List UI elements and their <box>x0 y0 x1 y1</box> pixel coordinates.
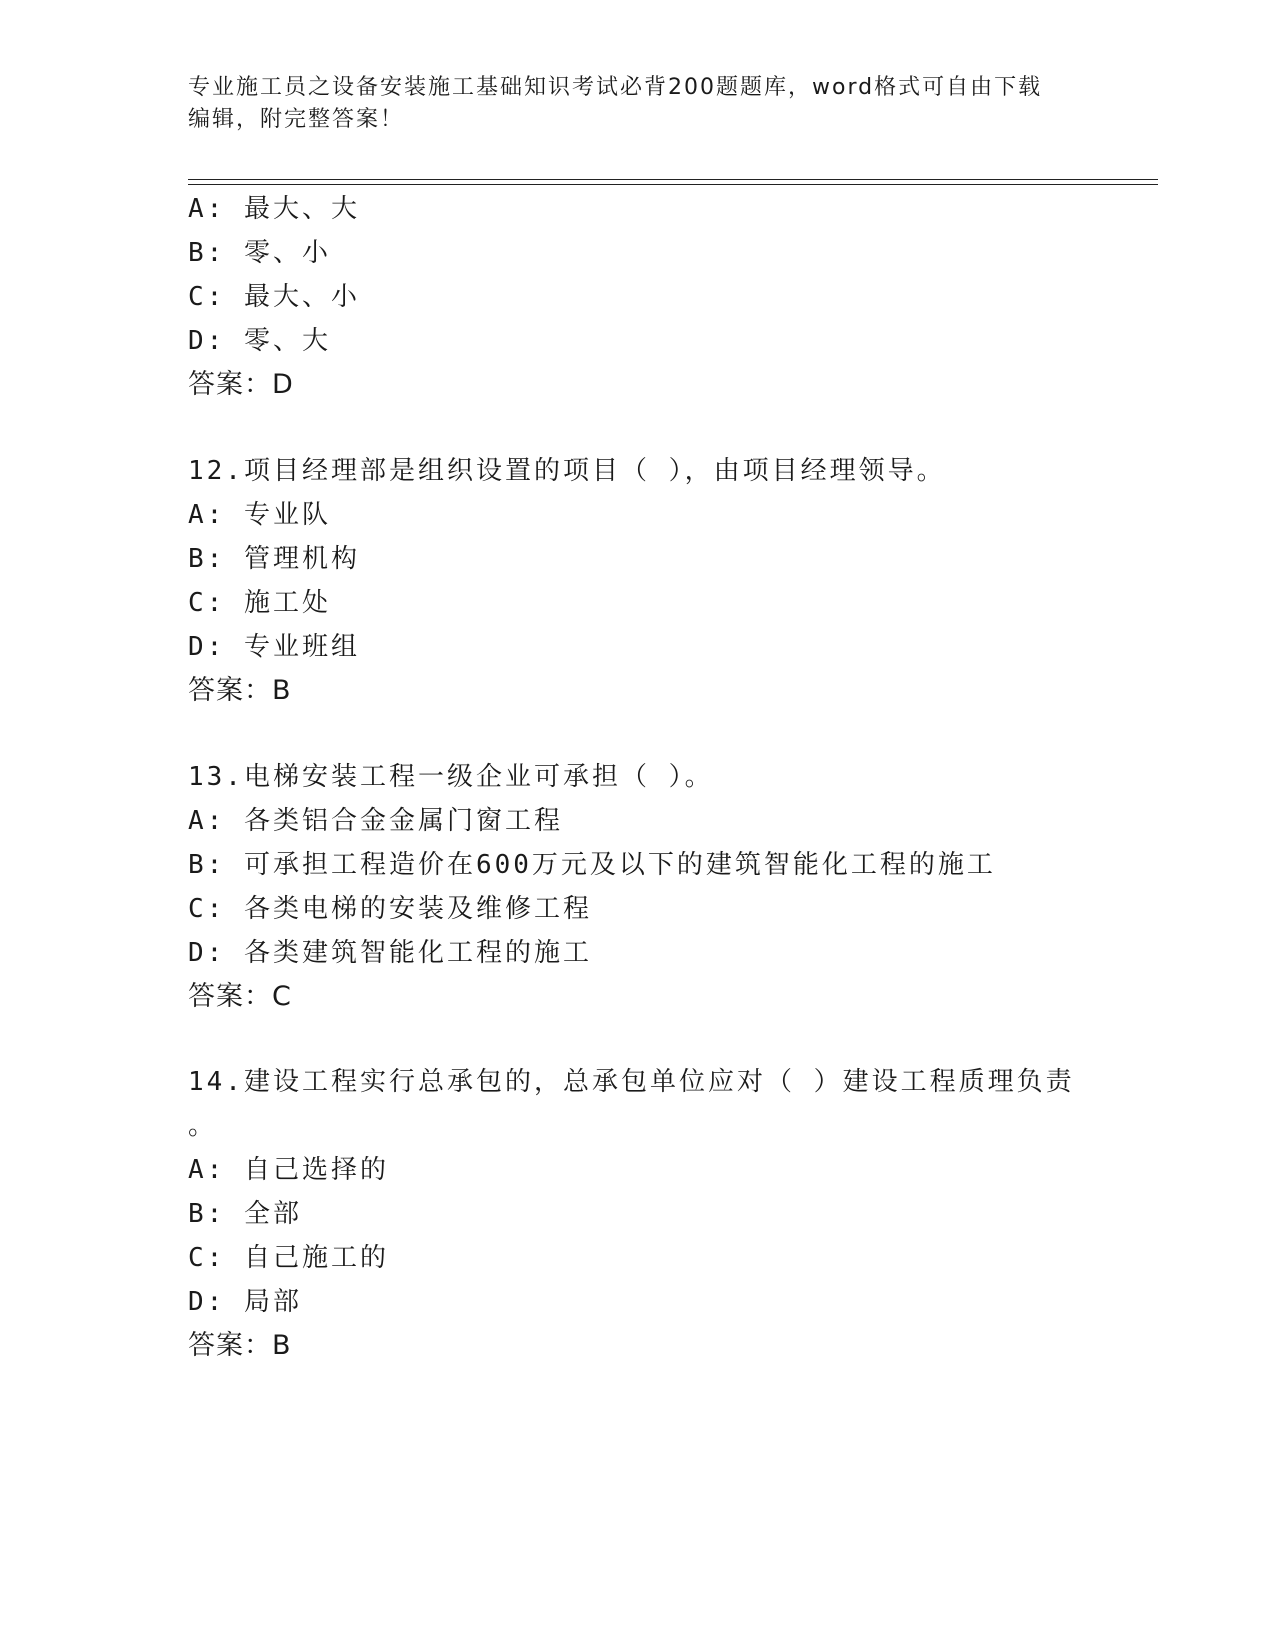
q13-answer: 答案：C <box>188 981 292 1012</box>
q12-option-a: A: 专业队 <box>188 500 331 530</box>
q11-option-a: A: 最大、大 <box>188 194 360 224</box>
q12-option-d: D: 专业班组 <box>188 632 360 662</box>
q13-option-a: A: 各类铝合金金属门窗工程 <box>188 806 563 836</box>
header-divider-top <box>188 179 1158 180</box>
q11-option-b: B: 零、小 <box>188 238 331 268</box>
q12-option-b: B: 管理机构 <box>188 544 360 574</box>
header-title-line1: 专业施工员之设备安装施工基础知识考试必背200题题库，word格式可自由下载 <box>188 75 1043 100</box>
header-title-line2: 编辑，附完整答案！ <box>188 107 405 132</box>
q14-answer: 答案：B <box>188 1330 292 1361</box>
q12-option-c: C: 施工处 <box>188 588 331 618</box>
q13-stem: 13.电梯安装工程一级企业可承担（ ）。 <box>188 762 714 792</box>
q13-option-b: B: 可承担工程造价在600万元及以下的建筑智能化工程的施工 <box>188 850 996 880</box>
q14-stem-line1: 14.建设工程实行总承包的，总承包单位应对（ ）建设工程质理负责 <box>188 1067 1075 1097</box>
q11-option-c: C: 最大、小 <box>188 282 360 312</box>
q13-option-c: C: 各类电梯的安装及维修工程 <box>188 894 592 924</box>
q11-answer: 答案：D <box>188 369 294 400</box>
q13-option-d: D: 各类建筑智能化工程的施工 <box>188 938 592 968</box>
q12-stem: 12.项目经理部是组织设置的项目（ ），由项目经理领导。 <box>188 456 946 486</box>
q14-option-b: B: 全部 <box>188 1199 302 1229</box>
q14-option-d: D: 局部 <box>188 1287 302 1317</box>
header-divider-bottom <box>188 184 1158 185</box>
q14-stem-line2: 。 <box>188 1111 218 1141</box>
q11-option-d: D: 零、大 <box>188 326 331 356</box>
q14-option-c: C: 自己施工的 <box>188 1243 389 1273</box>
q12-answer: 答案：B <box>188 675 292 706</box>
document-header <box>188 72 1088 136</box>
q14-option-a: A: 自己选择的 <box>188 1155 389 1185</box>
